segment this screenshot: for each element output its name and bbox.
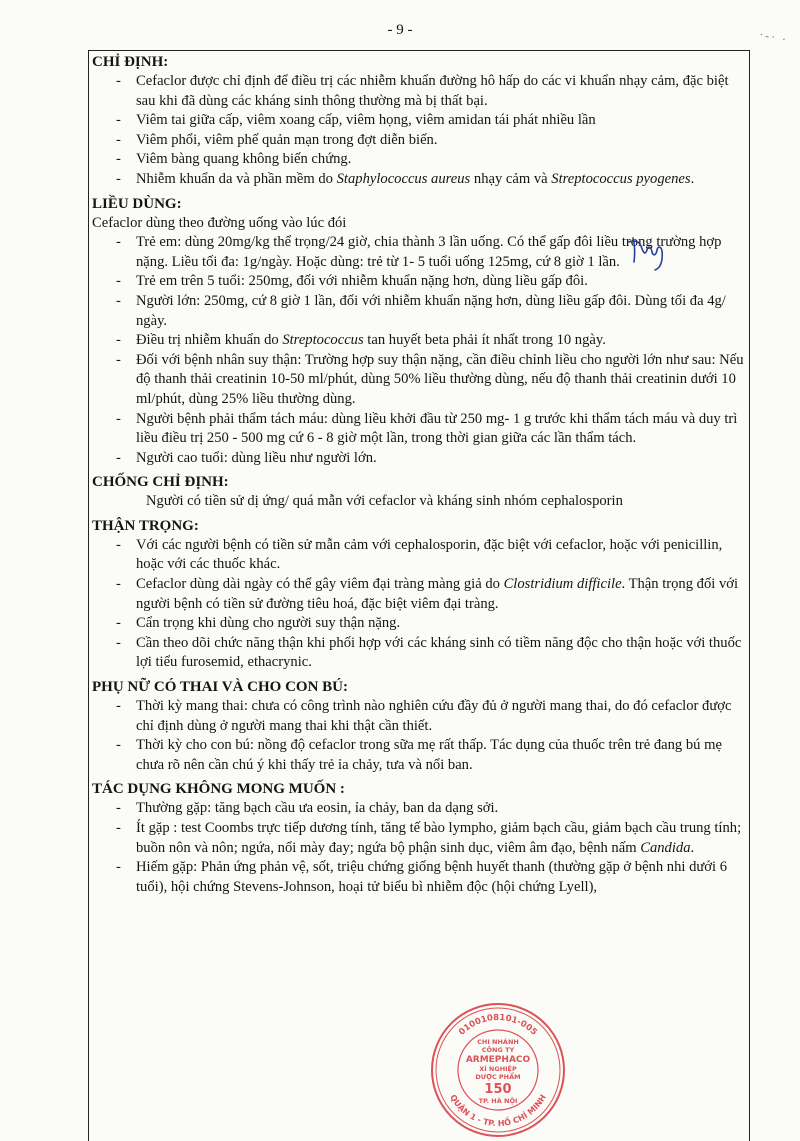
- page-number: - 9 -: [387, 22, 413, 38]
- item-text: Điều trị nhiễm khuẩn do: [136, 332, 283, 349]
- section-title: TÁC DỤNG KHÔNG MONG MUỐN :: [92, 781, 345, 798]
- list-item: [92, 131, 744, 151]
- section-body: Người có tiền sử dị ứng/ quá mẫn với cefaclor và kháng sinh nhóm cephalosporin: [146, 493, 623, 510]
- section-title: PHỤ NỮ CÓ THAI VÀ CHO CON BÚ:: [92, 679, 348, 696]
- bullet-list: [92, 697, 744, 775]
- item-text: Người bệnh phải thẩm tách máu: dùng liều khởi đầu từ 250 mg- 1 g trước khi thẩm tách máu và duy trì liều điều trị 250 - 500 mg cứ 6 - 8 giờ một lần, trong thời gian giữa các lần thẩm tách.: [136, 410, 738, 447]
- item-text: Thời kỳ cho con bú: nồng độ cefaclor trong sữa mẹ rất thấp. Tác dụng của thuốc trên trẻ đang bú mẹ chưa rõ nên cần chú ý khi thấy trẻ ỉa chảy, tưa và nổi ban.: [136, 737, 722, 773]
- item-text: Ít gặp : test Coombs trực tiếp dương tính, tăng tế bào lympho, giảm bạch cầu, giảm bạch cầu trung tính; buồn nôn và nôn; ngứa, nổi mày đay; ngứa bộ phận sinh dục, viêm âm đạo, bệnh nấm: [136, 820, 742, 856]
- seal-bottom-text: QUẬN 1 - TP. HỒ CHÍ MINH: [448, 1093, 548, 1129]
- item-text: .: [690, 839, 695, 856]
- list-item: [92, 351, 744, 410]
- seal-line-7: TP. HÀ NỘI: [478, 1097, 518, 1105]
- section-title: THẬN TRỌNG:: [92, 517, 199, 534]
- item-text: Cefaclor dùng dài ngày có thể gây viêm đại tràng màng giả do: [136, 576, 504, 593]
- item-text: . Thận trọng đối với người bệnh có tiền sử đường tiêu hoá, đặc biệt viêm đại tràng.: [136, 576, 739, 612]
- document-body: [92, 52, 744, 897]
- list-item: [92, 634, 744, 673]
- handwritten-signature: [625, 232, 685, 272]
- item-text: Viêm bàng quang không biến chứng.: [136, 151, 352, 168]
- item-text: Trẻ em: dùng 20mg/kg thể trọng/24 giờ, chia thành 3 lần uống. Có thể gấp đôi liều trong trường hợp nặng. Liều tối đa: 1g/ngày. Hoặc dùng: trẻ từ 1- 5 tuổi uống 125mg, cứ 8 giờ 1 lần.: [136, 234, 722, 270]
- list-item: [92, 292, 744, 331]
- list-item: [92, 111, 744, 131]
- list-item: [92, 272, 744, 292]
- item-text: Trẻ em trên 5 tuổi: 250mg, đối với nhiễm khuẩn nặng hơn, dùng liều gấp đôi.: [136, 273, 588, 290]
- company-seal: [428, 1000, 568, 1140]
- italic-term: Streptococcus: [282, 332, 364, 349]
- italic-term: Clostridium difficile: [503, 576, 622, 593]
- item-text: tan huyết beta phải ít nhất trong 10 ngày.: [363, 332, 606, 349]
- list-item: [92, 736, 744, 775]
- list-item: [92, 536, 744, 575]
- list-item: [92, 170, 744, 190]
- list-item: [92, 614, 744, 634]
- item-text: .: [690, 170, 695, 187]
- bullet-list: [92, 536, 744, 673]
- item-text: Đối với bệnh nhân suy thận: Trường hợp suy thận nặng, cần điều chỉnh liều cho người lớn như sau: Nếu độ thanh thải creatinin 10-50 ml/phút, dùng 50% liều thường dùng, nếu độ thanh thải creatinin dưới 10 ml/phút, dùng 25% liều thường dùng.: [136, 351, 744, 407]
- item-text: Thời kỳ mang thai: chưa có công trình nào nghiên cứu đầy đủ ở người mang thai, do đó cefaclor được chỉ định dùng ở người mang thai khi thật cần thiết.: [136, 698, 732, 734]
- seal-line-3: ARMEPHACO: [465, 1055, 531, 1065]
- italic-term: Staphylococcus aureus: [336, 170, 471, 187]
- italic-term: Streptococcus pyogenes: [551, 170, 691, 187]
- item-text: Viêm tai giữa cấp, viêm xoang cấp, viêm họng, viêm amidan tái phát nhiều lần: [136, 112, 596, 129]
- bullet-list: [92, 72, 744, 190]
- section: [92, 677, 744, 775]
- seal-line-1: CHI NHÁNH: [477, 1038, 519, 1046]
- section-intro: Cefaclor dùng theo đường uống vào lúc đói: [92, 214, 347, 231]
- section: [92, 52, 744, 190]
- item-text: Viêm phổi, viêm phế quản mạn trong đợt diễn biến.: [136, 131, 438, 148]
- item-text: Cefaclor được chỉ định để điều trị các nhiễm khuẩn đường hô hấp do các vi khuẩn nhạy cảm, đặc biệt sau khi đã dùng các kháng sinh thông thường mà bị thất bại.: [136, 73, 729, 109]
- corner-marks: ·-· ·: [757, 27, 790, 47]
- item-text: Cần theo dõi chức năng thận khi phối hợp với các kháng sinh có tiềm năng độc cho thận hoặc với thuốc lợi tiểu furosemid, ethacrynic.: [136, 634, 742, 671]
- section-title: CHỈ ĐỊNH:: [92, 54, 169, 70]
- bullet-list: [92, 799, 744, 897]
- svg-text:0100108101-005: [457, 1013, 539, 1038]
- item-text: Cẩn trọng khi dùng cho người suy thận nặng.: [136, 615, 401, 632]
- list-item: [92, 799, 744, 819]
- list-item: [92, 150, 744, 170]
- list-item: [92, 331, 744, 351]
- seal-top-text: 0100108101-005: [457, 1012, 539, 1038]
- section: [92, 779, 744, 897]
- section: [92, 516, 744, 673]
- item-text: Thường gặp: tăng bạch cầu ưa eosin, ỉa chảy, ban da dạng sởi.: [136, 800, 499, 817]
- list-item: [92, 858, 744, 897]
- italic-term: Candida: [640, 839, 691, 856]
- section-title: LIỀU DÙNG:: [92, 195, 182, 212]
- item-text: Người lớn: 250mg, cứ 8 giờ 1 lần, đối với nhiễm khuẩn nặng hơn, dùng liều gấp đôi. Dùng tối đa 4g/ ngày.: [136, 292, 726, 329]
- item-text: nhạy cảm và: [470, 170, 552, 187]
- item-text: Người cao tuổi: dùng liều như người lớn.: [136, 449, 377, 466]
- list-item: [92, 72, 744, 111]
- list-item: [92, 697, 744, 736]
- seal-line-2: CÔNG TY: [481, 1046, 515, 1054]
- list-item: [92, 410, 744, 449]
- item-text: Với các người bệnh có tiền sử mẫn cảm với cephalosporin, đặc biệt với cefaclor, hoặc với penicillin, hoặc với các thuốc khác.: [136, 536, 723, 573]
- item-text: Hiếm gặp: Phản ứng phản vệ, sốt, triệu chứng giống bệnh huyết thanh (thường gặp ở bệnh nhi dưới 6 tuổi), hội chứng Stevens-Johnson, hoại tử biểu bì nhiễm độc (hội chứng Lyell),: [136, 859, 728, 895]
- section: [92, 472, 744, 512]
- list-item: [92, 575, 744, 614]
- list-item: [92, 449, 744, 469]
- section-title: CHỐNG CHỈ ĐỊNH:: [92, 474, 229, 491]
- item-text: Nhiễm khuẩn da và phần mềm do: [136, 170, 337, 187]
- seal-line-6: 150: [484, 1082, 512, 1097]
- seal-line-5: DƯỢC PHẨM: [475, 1073, 521, 1081]
- list-item: [92, 819, 744, 858]
- seal-line-4: XÍ NGHIỆP: [479, 1065, 517, 1073]
